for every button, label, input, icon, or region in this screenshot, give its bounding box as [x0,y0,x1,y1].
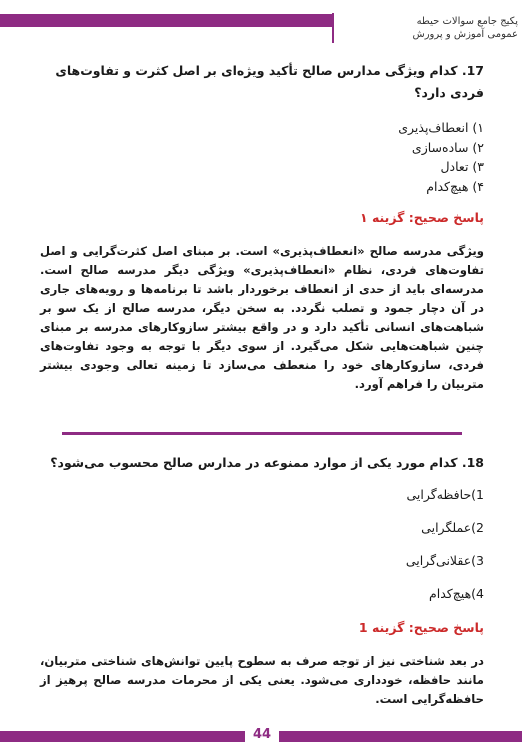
header-title-line1: پکیج جامع سوالات حیطه [416,16,518,27]
question-18-answer: پاسخ صحیح: گزینه 1 [358,620,484,635]
question-18 [40,452,484,709]
question-18-options [40,486,484,603]
question-17-answer: پاسخ صحیح: گزینه ۱ [359,210,484,225]
question-18-explanation: در بعد شناختی نیز از توجه صرف به سطوح پایین توانش‌های شناختی متربیان، مانند حافظه، خودداری می‌شود. یعنی یکی از محرمات مدرسه صالح پرهیز از حافظه‌گرایی است. [40,654,484,706]
question-17-explanation: ویژگی مدرسه صالح «انعطاف‌پذیری» است. بر مبنای اصل کثرت‌گرایی و اصل تفاوت‌های فردی، نظام «انعطاف‌پذیری» ویژگی دیگر مدرسه صالح است. مدرسه‌ای باید از حدی از انعطاف برخوردار باشد تا برنامه‌ها و رویه‌های جاری در آن دچار جمود و تصلب نگردد. به سخن دیگر، مدرسه صالح از یک سو بر شباهت‌های انسانی تأکید دارد و در واقع بیشتر سازوکارهای مدرسه بر مبنای چنین شباهت‌هایی شکل می‌گیرد. از سوی دیگر با توجه به وجود تفاوت‌های فردی، سازوکارهای خود را منعطف می‌سازد تا زمینه تعالی وجودی بیشتر متربیان را فراهم آورد. [40,244,484,391]
option-item: ۳) تعادل [440,159,484,174]
option-item: ۴) هیچ‌کدام [426,178,484,194]
header-title-line2: عمومی آموزش و پرورش [412,29,518,40]
option-item: ۲) ساده‌سازی [411,139,484,155]
page-number: 44 [245,727,279,742]
question-17-title: 17. کدام ویژگی مدارس صالح تأکید ویژه‌ای بر اصل کثرت و تفاوت‌های فردی دارد؟ [55,63,484,100]
option-item: 4)هیچ‌کدام [429,586,484,601]
option-item: 1)حافظه‌گرایی [406,487,484,502]
option-item: 3)عقلانی‌گرایی [405,553,484,568]
question-18-title: 18. کدام مورد یکی از موارد ممنوعه در مدارس صالح محسوب می‌شود؟ [50,455,484,470]
option-item: 2)عملگرایی [421,520,484,535]
header-title-box [332,13,522,43]
header-accent-strip [0,14,332,27]
section-divider [62,432,462,435]
option-item: ۱) انعطاف‌پذیری [398,120,484,135]
question-17 [40,60,484,394]
question-17-options [40,118,484,196]
